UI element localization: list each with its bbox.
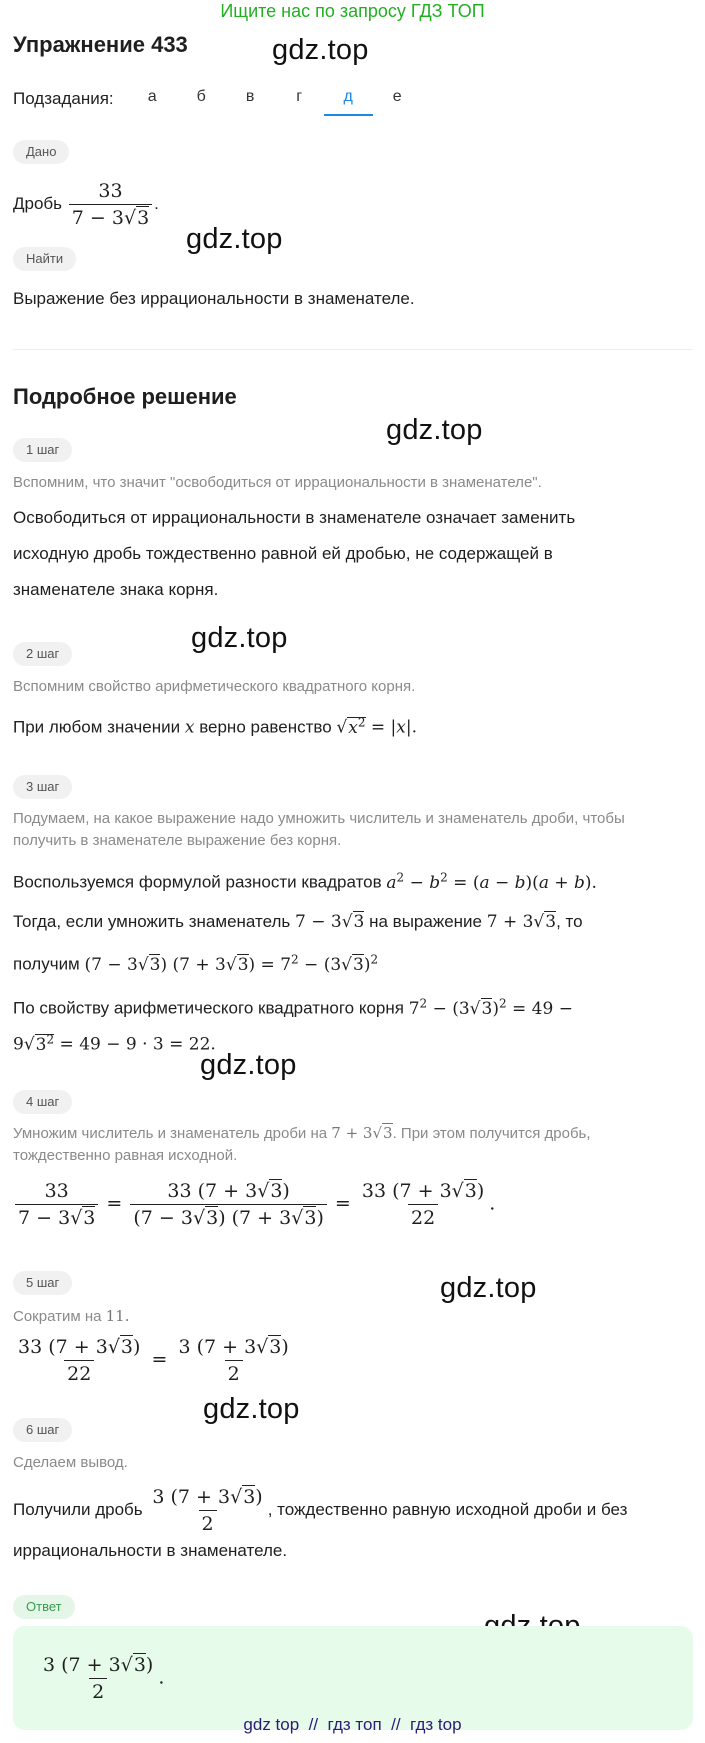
step-3-text-2a: Тогда, если умножить знаменатель (13, 912, 291, 931)
footer-link-1[interactable]: gdz top (243, 1715, 300, 1734)
watermark: gdz.top (200, 1049, 297, 1081)
watermark: gdz.top (203, 1393, 300, 1425)
answer-tag: Ответ (13, 1595, 75, 1619)
tab-d[interactable]: д (324, 84, 373, 114)
step-2-tag: 2 шаг (13, 642, 72, 666)
step-3-text-3: получим (7 − 3√3) $(7 + 3√3) = 7^2 - (3√3)^2$ (13, 952, 379, 975)
step-3-text-1: Воспользуемся формулой разности квадратов $a^2 - b^2 = (a - b)(a + b)$. (13, 870, 597, 893)
footer-link-3[interactable]: гдз top (410, 1715, 462, 1734)
watermark: gdz.top (386, 414, 483, 446)
promo-banner[interactable]: Ищите нас по запросу ГДЗ ТОП (220, 1, 485, 21)
step-3-tag: 3 шаг (13, 775, 72, 799)
step-3-text-2: Тогда, если умножить знаменатель 7 − 3√3 на выражение 7 + 3√3, то (13, 912, 583, 932)
step-5-note: Сократим на 11. (13, 1307, 130, 1325)
step-3-text-1-label: Воспользуемся формулой разности квадратов (13, 872, 382, 892)
step-5-formula: $\frac{33 (7 + 3√3)}{22}$ = $\frac{3 (7 + 3√3)}{2}$ (18, 1336, 289, 1385)
find-text: Выражение без иррациональности в знаменателе. (13, 289, 415, 308)
step-3-text-4-label: По свойству арифметического квадратного корня (13, 998, 404, 1018)
watermark: gdz.top (440, 1272, 537, 1304)
step-2-text: При любом значении x верно равенство $√x^2 = |x|$. (13, 715, 418, 738)
tab-a[interactable]: а (147, 88, 157, 105)
step-2-text-b: верно равенство (199, 717, 332, 737)
given-tag: Дано (13, 140, 69, 164)
watermark: gdz.top (186, 223, 283, 255)
step-4-note-b: . При этом получится дробь, (392, 1125, 591, 1142)
step-4-formula: $\frac{33}{7 - 3√3}$ = $\frac{33 (7 + 3√3)}{(7 - 3√3) (7 + 3√3)}$ = $\frac{33 (7 + 3√3)}{22}$ . (13, 1178, 495, 1231)
step-3-text-2c: , то (556, 912, 583, 931)
step-6-text-c: иррациональности в знаменателе. (13, 1541, 288, 1560)
subtasks-label: Подзадания: (13, 89, 114, 108)
step-3-text-2b: на выражение (369, 912, 482, 931)
footer-link-2[interactable]: гдз топ (327, 1715, 382, 1734)
step-3-note: Подумаем, на какое выражение надо умножить числитель и знаменатель дроби, чтобы получить в знаменателе выражение без корня. (13, 810, 625, 849)
tab-v[interactable]: в (245, 88, 255, 105)
tab-g[interactable]: г (296, 88, 303, 105)
step-3-text-4: По свойству арифметического квадратного корня $7^2 - (3√3)^2 = 49$ − (13, 996, 573, 1019)
tab-e[interactable]: е (392, 88, 402, 105)
step-4-note: Умножим числитель и знаменатель дроби на 7 + 3√3. При этом получится дробь, тождественно равная исходной. (13, 1124, 591, 1164)
step-4-note-c: тождественно равная исходной. (13, 1147, 238, 1164)
footer-sep: // (308, 1715, 319, 1734)
tab-b[interactable]: б (196, 88, 206, 105)
find-tag: Найти (13, 247, 76, 271)
step-5-tag: 5 шаг (13, 1271, 72, 1295)
step-4-note-a: Умножим числитель и знаменатель дроби на (13, 1125, 328, 1142)
step-6-text-a: Получили дробь (13, 1499, 143, 1519)
solution-title: Подробное решение (13, 384, 237, 409)
step-4-tag: 4 шаг (13, 1090, 72, 1114)
step-3-text-5: $9√3^2 = 49 - 9 \cdot 3 = 22$. (13, 1032, 216, 1055)
footer-links (0, 1715, 705, 1735)
subtasks-bar (13, 84, 422, 114)
given-fraction: $\frac{33}{7 - 3√3}$ (69, 178, 152, 231)
step-1-text: Освободиться от иррациональности в знаменателе означает заменить исходную дробь тождественно равной ей дробью, не содержащей в знаменателе знака корня. (13, 508, 576, 599)
step-2-note: Вспомним свойство арифметического квадратного корня. (13, 678, 416, 695)
answer-formula: $\frac{3 (7 + 3√3)}{2}$ . (43, 1654, 165, 1703)
page-title: Упражнение 433 (13, 32, 188, 57)
step-6-tag: 6 шаг (13, 1418, 72, 1442)
divider (13, 349, 693, 350)
step-1-tag: 1 шаг (13, 438, 72, 462)
watermark: gdz.top (191, 622, 288, 654)
step-6-note: Сделаем вывод. (13, 1454, 128, 1471)
step-6-text: Получили дробь $\frac{3 (7 + 3√3)}{2}$ , тождественно равную исходной дроби и без (13, 1486, 628, 1535)
given-text: Дробь $\frac{33}{7 - 3√3}$ . (13, 180, 159, 229)
step-5-note-label: Сократим на (13, 1308, 102, 1325)
given-label: Дробь (13, 193, 63, 213)
step-1-note: Вспомним, что значит "освободиться от иррациональности в знаменателе". (13, 474, 542, 491)
step-3-text-3-label: получим (13, 954, 80, 974)
step-2-text-a: При любом значении (13, 717, 181, 737)
step-6-text-b: , тождественно равную исходной дроби и без (267, 1499, 628, 1519)
watermark: gdz.top (272, 34, 369, 66)
footer-sep: // (391, 1715, 401, 1734)
